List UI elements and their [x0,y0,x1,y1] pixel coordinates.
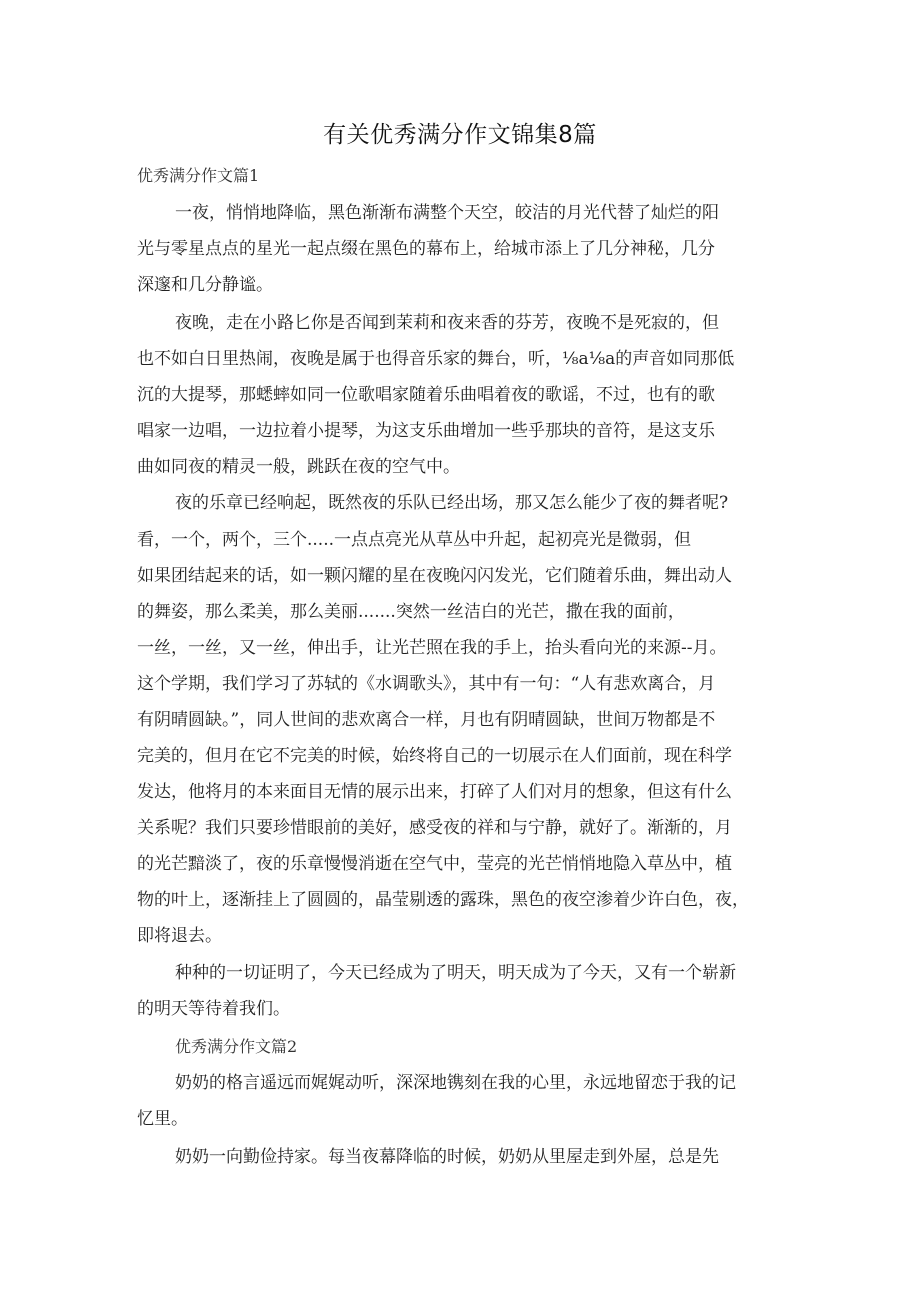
paragraph-line: 也不如白日里热闹，夜晚是属于也得音乐家的舞台，听，⅛a⅛a的声音如同那低 [137,349,735,369]
section-heading-2: 优秀满分作文篇2 [175,1037,298,1056]
paragraph-line: 的光芒黯淡了，夜的乐章慢慢消逝在空气中，莹亮的光芒悄悄地隐入草丛中，植 [137,854,732,874]
paragraph-line: 看，一个，两个，三个.....一点点亮光从草丛中升起，起初亮光是微弱，但 [137,530,692,550]
paragraph-line: 的舞姿，那么柔美，那么美丽.......突然一丝洁白的光芒，撒在我的面前， [137,602,685,622]
paragraph-line: 曲如同夜的精灵一般，跳跃在夜的空气中。 [137,457,460,477]
paragraph-line: 有阴晴圆缺。”，同人世间的悲欢离合一样，月也有阴晴圆缺，世间万物都是不 [137,710,716,730]
paragraph-line: 如果团结起来的话，如一颗闪耀的星在夜晚闪闪发光，它们随着乐曲，舞出动人 [137,566,732,586]
paragraph-line: 发达，他将月的本来面目无情的展示出来，打碎了人们对月的想象，但这有什么 [137,782,732,802]
paragraph-line: 这个学期，我们学习了苏轼的《水调歌头》，其中有一句：“人有悲欢离合，月 [137,674,716,694]
paragraph-line: 光与零星点点的星光一起点缀在黑色的幕布上，给城市添上了几分神秘，几分 [137,239,715,259]
document-title: 有关优秀满分作文锦集8篇 [323,122,597,148]
paragraph-line: 即将退去。 [137,926,222,946]
paragraph-line: 忆里。 [137,1109,188,1129]
section-heading-1: 优秀满分作文篇1 [137,166,260,185]
paragraph-line: 完美的，但月在它不完美的时候，始终将自己的一切展示在人们面前，现在科学 [137,746,732,766]
paragraph-line: 的明天等待着我们。 [137,999,290,1019]
paragraph-line: 物的叶上，逐渐挂上了圆圆的，晶莹剔透的露珠，黑色的夜空渗着少许白色，夜， [137,890,749,910]
paragraph-line: 一夜，悄悄地降临，黑色渐渐布满整个天空，皎洁的月光代替了灿烂的阳 [175,203,719,223]
paragraph-line: 一丝，一丝，又一丝，伸出手，让光芒照在我的手上，抬头看向光的来源--月。 [137,638,727,658]
paragraph-line: 深邃和几分静谧。 [137,275,273,295]
paragraph-line: 种种的一切证明了，今天已经成为了明天，明天成为了今天，又有一个崭新 [175,963,736,983]
paragraph-line: 奶奶一向勤俭持家。每当夜幕降临的时候，奶奶从里屋走到外屋，总是先 [175,1147,719,1167]
paragraph-line: 关系呢？我们只要珍惜眼前的美好，感受夜的祥和与宁静，就好了。渐渐的，月 [137,818,732,838]
paragraph-line: 唱家一边唱，一边拉着小提琴，为这支乐曲增加一些乎那块的音符，是这支乐 [137,421,715,441]
paragraph-line: 夜的乐章已经响起，既然夜的乐队已经出场，那又怎么能少了夜的舞者呢? [175,493,729,513]
paragraph-line: 夜晚，走在小路匕你是否闻到茉莉和夜来香的芬芳，夜晚不是死寂的，但 [175,313,719,333]
paragraph-line: 沉的大提琴，那蟋蟀如同一位歌唱家随着乐曲唱着夜的歌谣，不过，也有的歌 [137,385,715,405]
paragraph-line: 奶奶的格言遥远而娓娓动听，深深地镌刻在我的心里，永远地留恋于我的记 [175,1073,736,1093]
